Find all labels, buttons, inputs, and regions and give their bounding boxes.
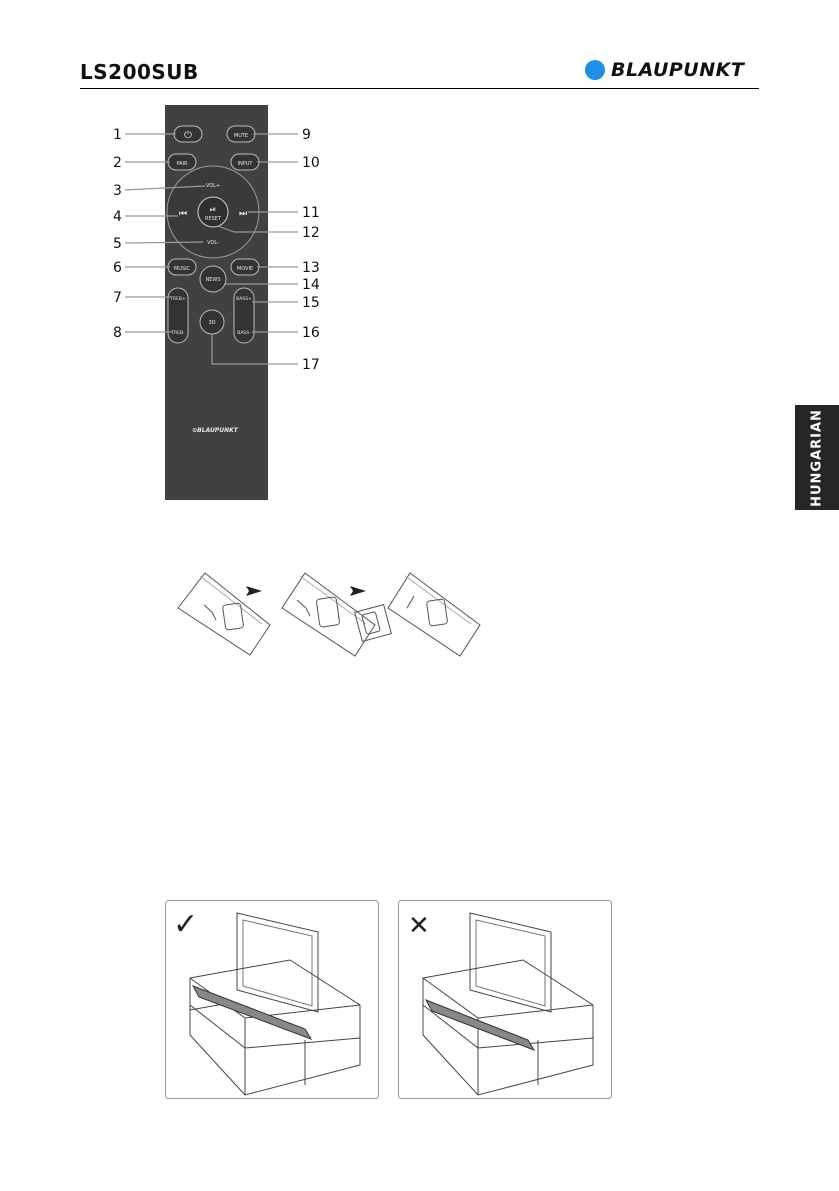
model-title: LS200SUB xyxy=(80,60,199,84)
callout-15: 15 xyxy=(302,295,320,311)
callout-14: 14 xyxy=(302,277,320,293)
callout-8: 8 xyxy=(113,325,122,341)
correct-mark-icon: ✓ xyxy=(173,907,199,942)
brand-name: BLAUPUNKT xyxy=(611,59,745,81)
callout-2: 2 xyxy=(113,155,122,171)
input-label: INPUT xyxy=(237,161,253,167)
remote-control-figure xyxy=(100,100,360,505)
language-label: HUNGARIAN xyxy=(809,408,825,507)
movie-label: MOVIE xyxy=(236,266,254,272)
header-divider xyxy=(80,88,759,89)
callout-1: 1 xyxy=(113,127,122,143)
callout-5: 5 xyxy=(113,236,122,252)
reset-label: RESET xyxy=(204,216,222,222)
vol-down-label: VOL- xyxy=(207,240,219,246)
prev-icon: ⏮ xyxy=(178,209,188,219)
battery-replacement-figure xyxy=(175,570,490,665)
treb-down-label: TREB- xyxy=(171,331,185,336)
callout-9: 9 xyxy=(302,127,311,143)
callout-16: 16 xyxy=(302,325,320,341)
callout-17: 17 xyxy=(302,357,320,373)
remote-back-3 xyxy=(388,573,480,656)
battery-cover-3 xyxy=(426,599,447,626)
callout-13: 13 xyxy=(302,260,320,276)
remote-brand-label: ⊙BLAUPUNKT xyxy=(192,427,238,434)
wrong-mark-icon: ✕ xyxy=(408,911,430,941)
callout-11: 11 xyxy=(302,205,320,221)
remote-back-2 xyxy=(282,573,375,656)
bass-down-label: BASS- xyxy=(237,331,251,336)
callout-7: 7 xyxy=(113,290,122,306)
arrow-step-1-icon xyxy=(246,586,262,596)
placement-wrong-figure xyxy=(398,900,613,1100)
pair-label: PAIR xyxy=(176,161,188,167)
brand-logo xyxy=(585,59,744,81)
treb-up-label: TREB+ xyxy=(170,297,186,302)
language-tab xyxy=(795,405,839,510)
callout-6: 6 xyxy=(113,260,122,276)
callout-10: 10 xyxy=(302,155,320,171)
vol-up-label: VOL+ xyxy=(205,183,221,189)
play-pause-icon: ⏯ xyxy=(209,205,217,214)
placement-correct-figure xyxy=(165,900,380,1100)
bass-up-label: BASS+ xyxy=(236,297,252,302)
brand-dot-icon xyxy=(585,60,605,80)
battery-cover-1 xyxy=(222,603,243,630)
mute-label: MUTE xyxy=(233,133,249,139)
power-icon: ⏻ xyxy=(184,130,192,141)
3d-label: 3D xyxy=(208,320,216,326)
music-label: MUSIC xyxy=(173,266,191,272)
arrow-step-2-icon xyxy=(350,586,366,596)
callout-4: 4 xyxy=(113,209,122,225)
next-icon: ⏭ xyxy=(238,209,248,219)
battery-cover-2 xyxy=(316,597,340,628)
callout-12: 12 xyxy=(302,225,320,241)
callout-3: 3 xyxy=(113,183,122,199)
news-label: NEWS xyxy=(205,277,221,283)
